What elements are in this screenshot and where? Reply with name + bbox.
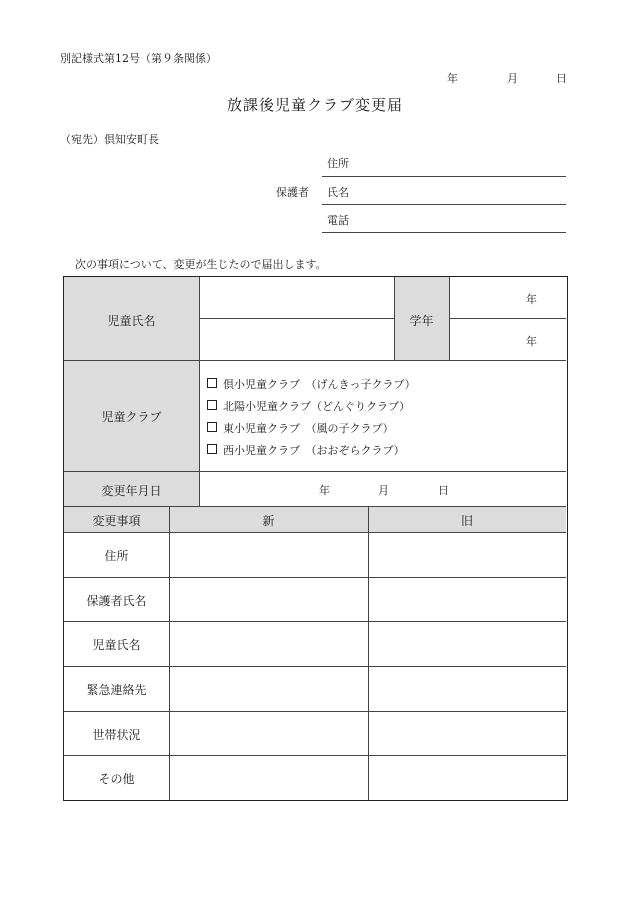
- change-date-month: 月: [378, 484, 389, 497]
- club-option-label: 北陽小児童クラブ（どんぐりクラブ）: [223, 400, 411, 413]
- header-change-item: 変更事項: [92, 514, 141, 528]
- guardian-name-line[interactable]: [322, 204, 566, 205]
- club-label: 児童クラブ: [101, 410, 162, 424]
- header-old: 旧: [460, 514, 473, 528]
- change-date-label: 変更年月日: [101, 484, 162, 498]
- change-date-year: 年: [319, 484, 330, 497]
- row-label-address: 住所: [104, 549, 129, 563]
- header-date-year: 年: [447, 72, 458, 85]
- row-label-guardian-name: 保護者氏名: [86, 594, 147, 608]
- intro-text: 次の事項について、変更が生じたので届出します。: [75, 258, 327, 271]
- grade-unit-1: 年: [526, 293, 537, 306]
- club-option-label: 倶小児童クラブ （げんきっ子クラブ）: [223, 378, 416, 391]
- guardian-address-line[interactable]: [322, 176, 566, 177]
- guardian-name-label: 氏名: [327, 186, 349, 199]
- form-number: 別記様式第12号（第９条関係）: [60, 52, 217, 65]
- club-option-label: 西小児童クラブ （おおぞらクラブ）: [223, 444, 405, 457]
- header-date-month: 月: [507, 72, 518, 85]
- guardian-label: 保護者: [276, 186, 309, 199]
- club-option-label: 東小児童クラブ （風の子クラブ）: [223, 422, 394, 435]
- header-date-day: 日: [556, 72, 567, 85]
- grade-label: 学年: [409, 314, 434, 328]
- addressee: （宛先）倶知安町長: [60, 133, 159, 146]
- row-label-other: その他: [98, 772, 135, 786]
- row-label-emergency-contact: 緊急連絡先: [86, 683, 147, 697]
- guardian-address-label: 住所: [327, 157, 349, 170]
- row-label-child-name: 児童氏名: [92, 638, 141, 652]
- grade-unit-2: 年: [526, 335, 537, 348]
- child-name-label: 児童氏名: [107, 314, 156, 328]
- form-table-frame: [63, 276, 568, 801]
- change-date-day: 日: [438, 484, 449, 497]
- document-title: 放課後児童クラブ変更届: [226, 96, 403, 114]
- guardian-phone-line[interactable]: [322, 232, 566, 233]
- guardian-phone-label: 電話: [327, 214, 349, 227]
- row-label-household: 世帯状況: [92, 728, 141, 742]
- header-new: 新: [262, 514, 275, 528]
